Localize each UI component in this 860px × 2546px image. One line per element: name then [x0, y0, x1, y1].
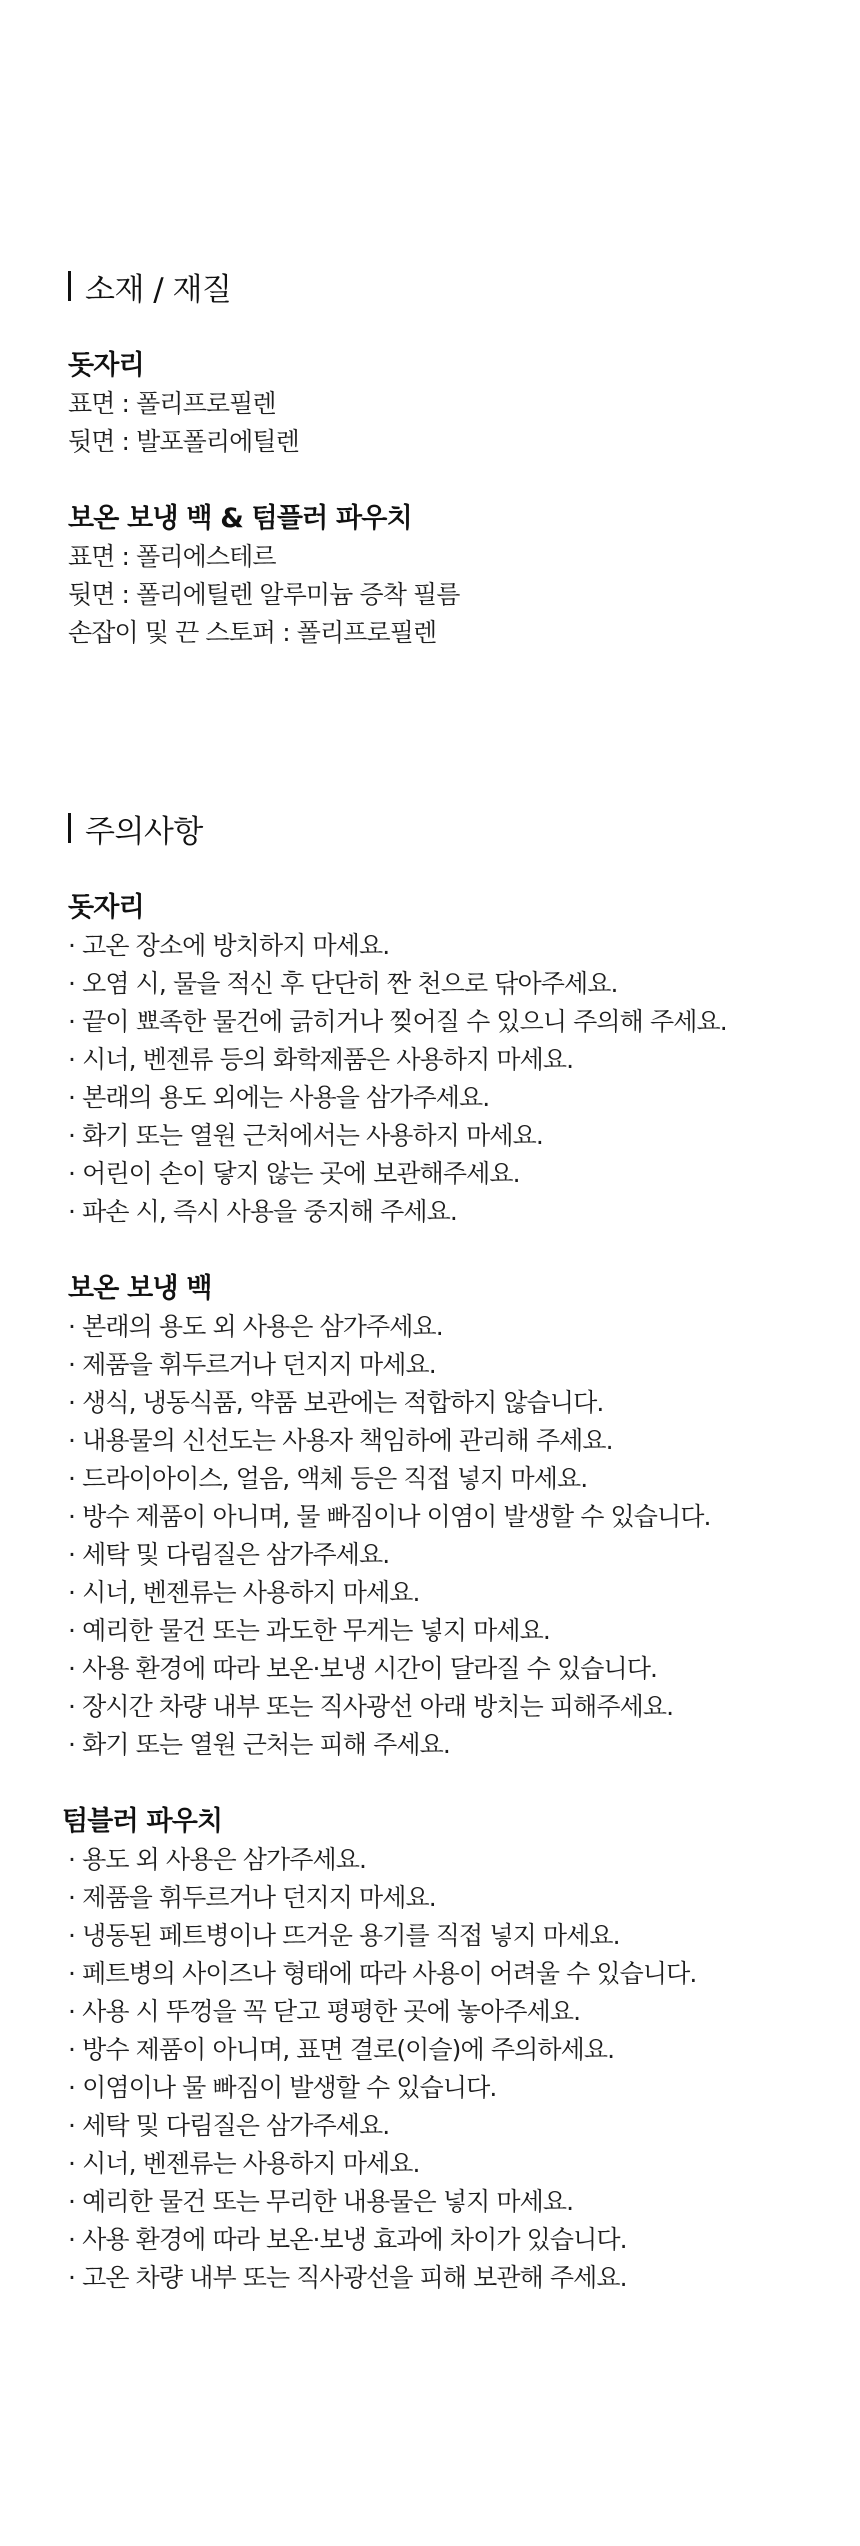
list-item: · 화기 또는 열원 근처는 피해 주세요.: [68, 1730, 450, 1759]
material-line: 뒷면 : 폴리에틸렌 알루미늄 증착 필름: [68, 580, 460, 609]
list-item: · 본래의 용도 외 사용은 삼가주세요.: [68, 1312, 443, 1341]
list-item: · 파손 시, 즉시 사용을 중지해 주세요.: [68, 1197, 457, 1226]
material-line: 뒷면 : 발포폴리에틸렌: [68, 427, 299, 456]
list-item: · 세탁 및 다림질은 삼가주세요.: [68, 2111, 390, 2140]
list-item: · 세탁 및 다림질은 삼가주세요.: [68, 1540, 390, 1569]
cautions-mat-list: [68, 927, 848, 1231]
list-item: · 시너, 벤젠류는 사용하지 마세요.: [68, 1578, 420, 1607]
list-item: · 시너, 벤젠류 등의 화학제품은 사용하지 마세요.: [68, 1045, 574, 1074]
list-item: · 냉동된 페트병이나 뜨거운 용기를 직접 넣지 마세요.: [68, 1921, 620, 1950]
materials-mat-group: [68, 346, 848, 461]
list-item: · 페트병의 사이즈나 형태에 따라 사용이 어려울 수 있습니다.: [68, 1959, 697, 1988]
heading-bar: [68, 813, 71, 843]
list-item: · 오염 시, 물을 적신 후 단단히 짠 천으로 닦아주세요.: [68, 969, 618, 998]
list-item: · 제품을 휘두르거나 던지지 마세요.: [68, 1883, 436, 1912]
list-item: · 생식, 냉동식품, 약품 보관에는 적합하지 않습니다.: [68, 1388, 604, 1417]
cautions-heading: [68, 806, 848, 850]
list-item: · 드라이아이스, 얼음, 액체 등은 직접 넣지 마세요.: [68, 1464, 588, 1493]
list-item: · 내용물의 신선도는 사용자 책임하에 관리해 주세요.: [68, 1426, 613, 1455]
cautions-mat-title: 돗자리: [68, 892, 144, 923]
materials-title: 소재 / 재질: [85, 271, 232, 308]
material-line: 손잡이 및 끈 스토퍼 : 폴리프로필렌: [68, 618, 437, 647]
list-item: · 사용 환경에 따라 보온·보냉 효과에 차이가 있습니다.: [68, 2225, 627, 2254]
list-item: · 사용 시 뚜껑을 꼭 닫고 평평한 곳에 놓아주세요.: [68, 1997, 581, 2026]
cautions-title: 주의사항: [85, 813, 203, 850]
list-item: · 예리한 물건 또는 무리한 내용물은 넣지 마세요.: [68, 2187, 574, 2216]
cautions-bag-list: [68, 1308, 848, 1764]
list-item: · 예리한 물건 또는 과도한 무게는 넣지 마세요.: [68, 1616, 550, 1645]
list-item: · 사용 환경에 따라 보온·보냉 시간이 달라질 수 있습니다.: [68, 1654, 658, 1683]
cautions-section: [62, 806, 848, 2297]
list-item: · 용도 외 사용은 삼가주세요.: [68, 1845, 367, 1874]
cautions-pouch-group: [62, 1802, 848, 2297]
list-item: · 끝이 뾰족한 물건에 긁히거나 찢어질 수 있으니 주의해 주세요.: [68, 1007, 727, 1036]
heading-bar: [68, 271, 71, 301]
list-item: · 본래의 용도 외에는 사용을 삼가주세요.: [68, 1083, 490, 1112]
cautions-pouch-list: [68, 1841, 848, 2297]
list-item: · 장시간 차량 내부 또는 직사광선 아래 방치는 피해주세요.: [68, 1692, 674, 1721]
materials-bag-group: [68, 499, 848, 652]
cautions-bag-title: 보온 보냉 백: [68, 1273, 212, 1304]
list-item: · 화기 또는 열원 근처에서는 사용하지 마세요.: [68, 1121, 543, 1150]
list-item: · 제품을 휘두르거나 던지지 마세요.: [68, 1350, 436, 1379]
material-line: 표면 : 폴리프로필렌: [68, 389, 276, 418]
list-item: · 고온 장소에 방치하지 마세요.: [68, 931, 390, 960]
material-line: 표면 : 폴리에스테르: [68, 542, 276, 571]
cautions-mat-group: [68, 888, 848, 1231]
list-item: · 시너, 벤젠류는 사용하지 마세요.: [68, 2149, 420, 2178]
list-item: · 방수 제품이 아니며, 물 빠짐이나 이염이 발생할 수 있습니다.: [68, 1502, 711, 1531]
list-item: · 어린이 손이 닿지 않는 곳에 보관해주세요.: [68, 1159, 520, 1188]
list-item: · 이염이나 물 빠짐이 발생할 수 있습니다.: [68, 2073, 497, 2102]
materials-mat-title: 돗자리: [68, 350, 144, 381]
list-item: · 고온 차량 내부 또는 직사광선을 피해 보관해 주세요.: [68, 2263, 627, 2292]
cautions-bag-group: [68, 1269, 848, 1764]
cautions-pouch-title: 텀블러 파우치: [62, 1806, 223, 1837]
materials-section: [68, 264, 848, 652]
materials-bag-title: 보온 보냉 백 & 텀플러 파우치: [68, 503, 412, 534]
list-item: · 방수 제품이 아니며, 표면 결로(이슬)에 주의하세요.: [68, 2035, 615, 2064]
materials-heading: [68, 264, 848, 308]
